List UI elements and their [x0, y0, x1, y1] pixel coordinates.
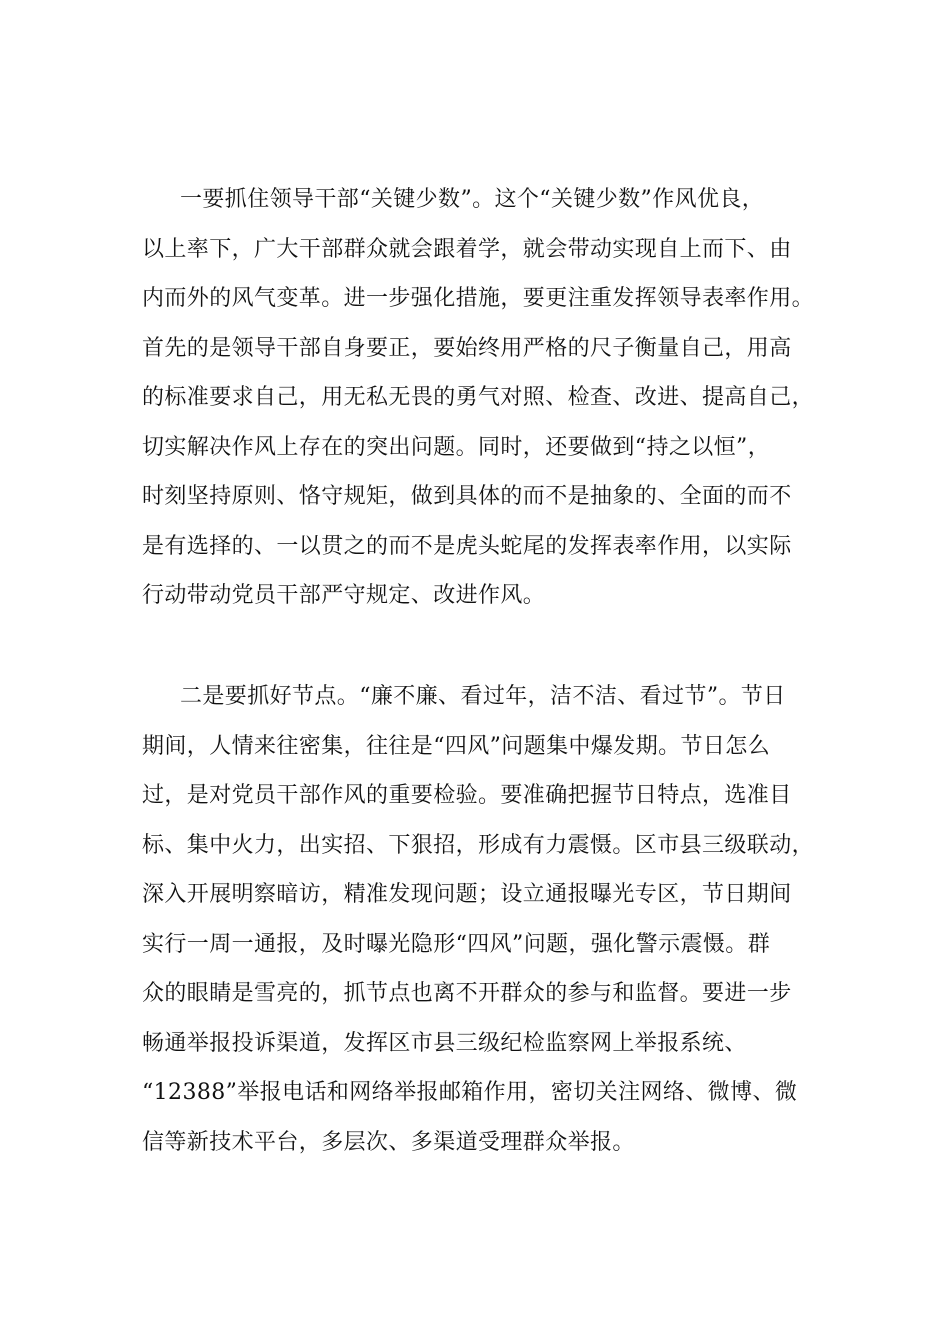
text-line: 首先的是领导干部自身要正，要始终用严格的尺子衡量自己，用高 [142, 335, 792, 361]
text-line: 实行一周一通报，及时曝光隐形“四风”问题，强化警示震慑。群 [142, 931, 771, 957]
text-line: 期间，人情来往密集，往往是“四风”问题集中爆发期。节日怎么 [142, 733, 771, 759]
paragraph-holiday-nodes [142, 672, 815, 1167]
text-line: 时刻坚持原则、恪守规矩，做到具体的而不是抽象的、全面的而不 [142, 484, 792, 509]
text-line: 行动带动党员干部严守规定、改进作风。 [142, 583, 546, 608]
text-line: 的标准要求自己，用无私无畏的勇气对照、检查、改进、提高自己， [142, 385, 815, 410]
paragraph-key-minority [142, 175, 815, 621]
text-line: 众的眼睛是雪亮的，抓节点也离不开群众的参与和监督。要进一步 [142, 981, 792, 1006]
text-line: “12388”举报电话和网络举报邮箱作用，密切关注网络、微博、微 [142, 1080, 798, 1105]
text-line: 二是要抓好节点。“廉不廉、看过年，洁不洁、看过节”。节日 [180, 684, 786, 709]
text-line: 一要抓住领导干部“关键少数”。这个“关键少数”作风优良， [180, 187, 765, 212]
text-line: 标、集中火力，出实招、下狠招，形成有力震慑。区市县三级联动， [142, 832, 815, 858]
text-line: 畅通举报投诉渠道，发挥区市县三级纪检监察网上举报系统、 [142, 1030, 747, 1056]
text-line: 内而外的风气变革。进一步强化措施，要更注重发挥领导表率作用。 [142, 286, 815, 311]
text-line: 切实解决作风上存在的突出问题。同时，还要做到“持之以恒”， [142, 434, 771, 460]
text-line: 以上率下，广大干部群众就会跟着学，就会带动实现自上而下、由 [142, 236, 792, 262]
text-line: 是有选择的、一以贯之的而不是虎头蛇尾的发挥表率作用，以实际 [142, 533, 792, 559]
text-line: 信等新技术平台，多层次、多渠道受理群众举报。 [142, 1129, 635, 1155]
text-line: 深入开展明察暗访，精准发现问题；设立通报曝光专区，节日期间 [142, 882, 792, 907]
text-line: 过，是对党员干部作风的重要检验。要准确把握节日特点，选准目 [142, 783, 792, 808]
